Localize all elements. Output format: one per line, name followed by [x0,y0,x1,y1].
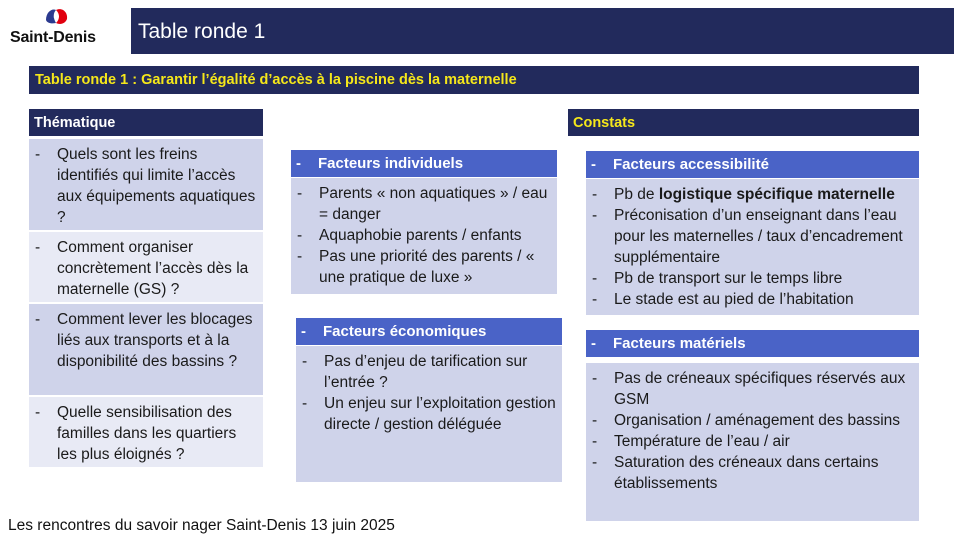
topic-banner-text: Table ronde 1 : Garantir l’égalité d’accès à la piscine dès la maternelle [35,72,517,88]
question-text: Quelle sensibilisation des familles dans les quartiers les plus éloignés ? [57,404,237,463]
individuels-body: - Parents « non aquatiques » / eau = danger - Aquaphobie parents / enfants - Pas une priorité des parents / « une pratique de luxe » [291,178,557,294]
accessibilite-title: Facteurs accessibilité [613,156,769,173]
logo-text: Saint-Denis [10,29,96,46]
dash-marker: - [591,335,596,352]
accessibilite-header [586,151,919,178]
factor-text: Le stade est au pied de l’habitation [614,291,854,308]
factor-text: Saturation des créneaux dans certains établissements [614,454,879,492]
topic-banner [29,66,919,94]
marianne-logo-icon [44,6,70,28]
dash-marker: - [35,404,41,421]
logo [0,0,131,57]
economiques-header [296,318,562,345]
dash-marker: - [296,155,301,172]
factor-text: Pb de transport sur le temps libre [614,270,843,287]
thematique-header [29,109,263,136]
footer-text: Les rencontres du savoir nager Saint-Denis 13 juin 2025 [8,517,395,534]
question-text: Quels sont les freins identifiés qui limite l’accès aux équipements aquatiques ? [57,146,256,226]
materiels-body: - Pas de créneaux spécifiques réservés aux GSM - Organisation / aménagement des bassins - Température de l’eau / air - Saturation des créneaux dans certains établissements [586,363,919,521]
question-item [29,232,263,302]
materiels-title: Facteurs matériels [613,335,746,352]
dash-marker: - [35,146,41,163]
materiels-header [586,330,919,357]
question-item [29,397,263,467]
dash-marker: - [301,323,306,340]
individuels-header [291,150,557,177]
dash-marker: - [591,156,596,173]
economiques-title: Facteurs économiques [323,323,487,340]
factor-text: Pas de créneaux spécifiques réservés aux GSM [614,370,906,408]
factor-text: Pb de [614,186,659,203]
factor-text-emphasis: logistique spécifique maternelle [658,186,895,203]
dash-marker: - [35,311,41,328]
factor-text: Un enjeu sur l’exploitation gestion directe / gestion déléguée [324,395,556,433]
page-title: Table ronde 1 [138,20,266,43]
constats-header [568,109,919,136]
factor-text: Parents « non aquatiques » / eau = danger [319,185,548,223]
dash-marker: - [35,239,41,256]
factor-text: Organisation / aménagement des bassins [614,412,901,429]
factor-text: Préconisation d’un enseignant dans l’eau pour les maternelles / taux d’encadrement supplémentaire [614,207,903,266]
economiques-body: - Pas d’enjeu de tarification sur l’entrée ? - Un enjeu sur l’exploitation gestion directe / gestion déléguée [296,346,562,482]
constats-title: Constats [573,115,636,131]
accessibilite-body: - Pb de logistique spécifique maternelle - Préconisation d’un enseignant dans l’eau pour les maternelles / taux d’encadrement supplémentaire - Pb de transport sur le temps libre - Le stade est au pied de l’habitation [586,179,919,315]
individuels-title: Facteurs individuels [318,155,464,172]
factor-text: Aquaphobie parents / enfants [319,227,522,244]
question-item [29,304,263,395]
factor-text: Température de l’eau / air [614,433,790,450]
slide-header [0,0,954,57]
factor-text: Pas une priorité des parents / « une pratique de luxe » [319,248,535,286]
question-item [29,139,263,230]
question-text: Comment lever les blocages liés aux transports et à la disponibilité des bassins ? [57,311,253,370]
factor-text: Pas d’enjeu de tarification sur l’entrée ? [324,353,528,391]
question-text: Comment organiser concrètement l’accès dès la maternelle (GS) ? [57,239,249,298]
thematique-title: Thématique [34,115,116,131]
